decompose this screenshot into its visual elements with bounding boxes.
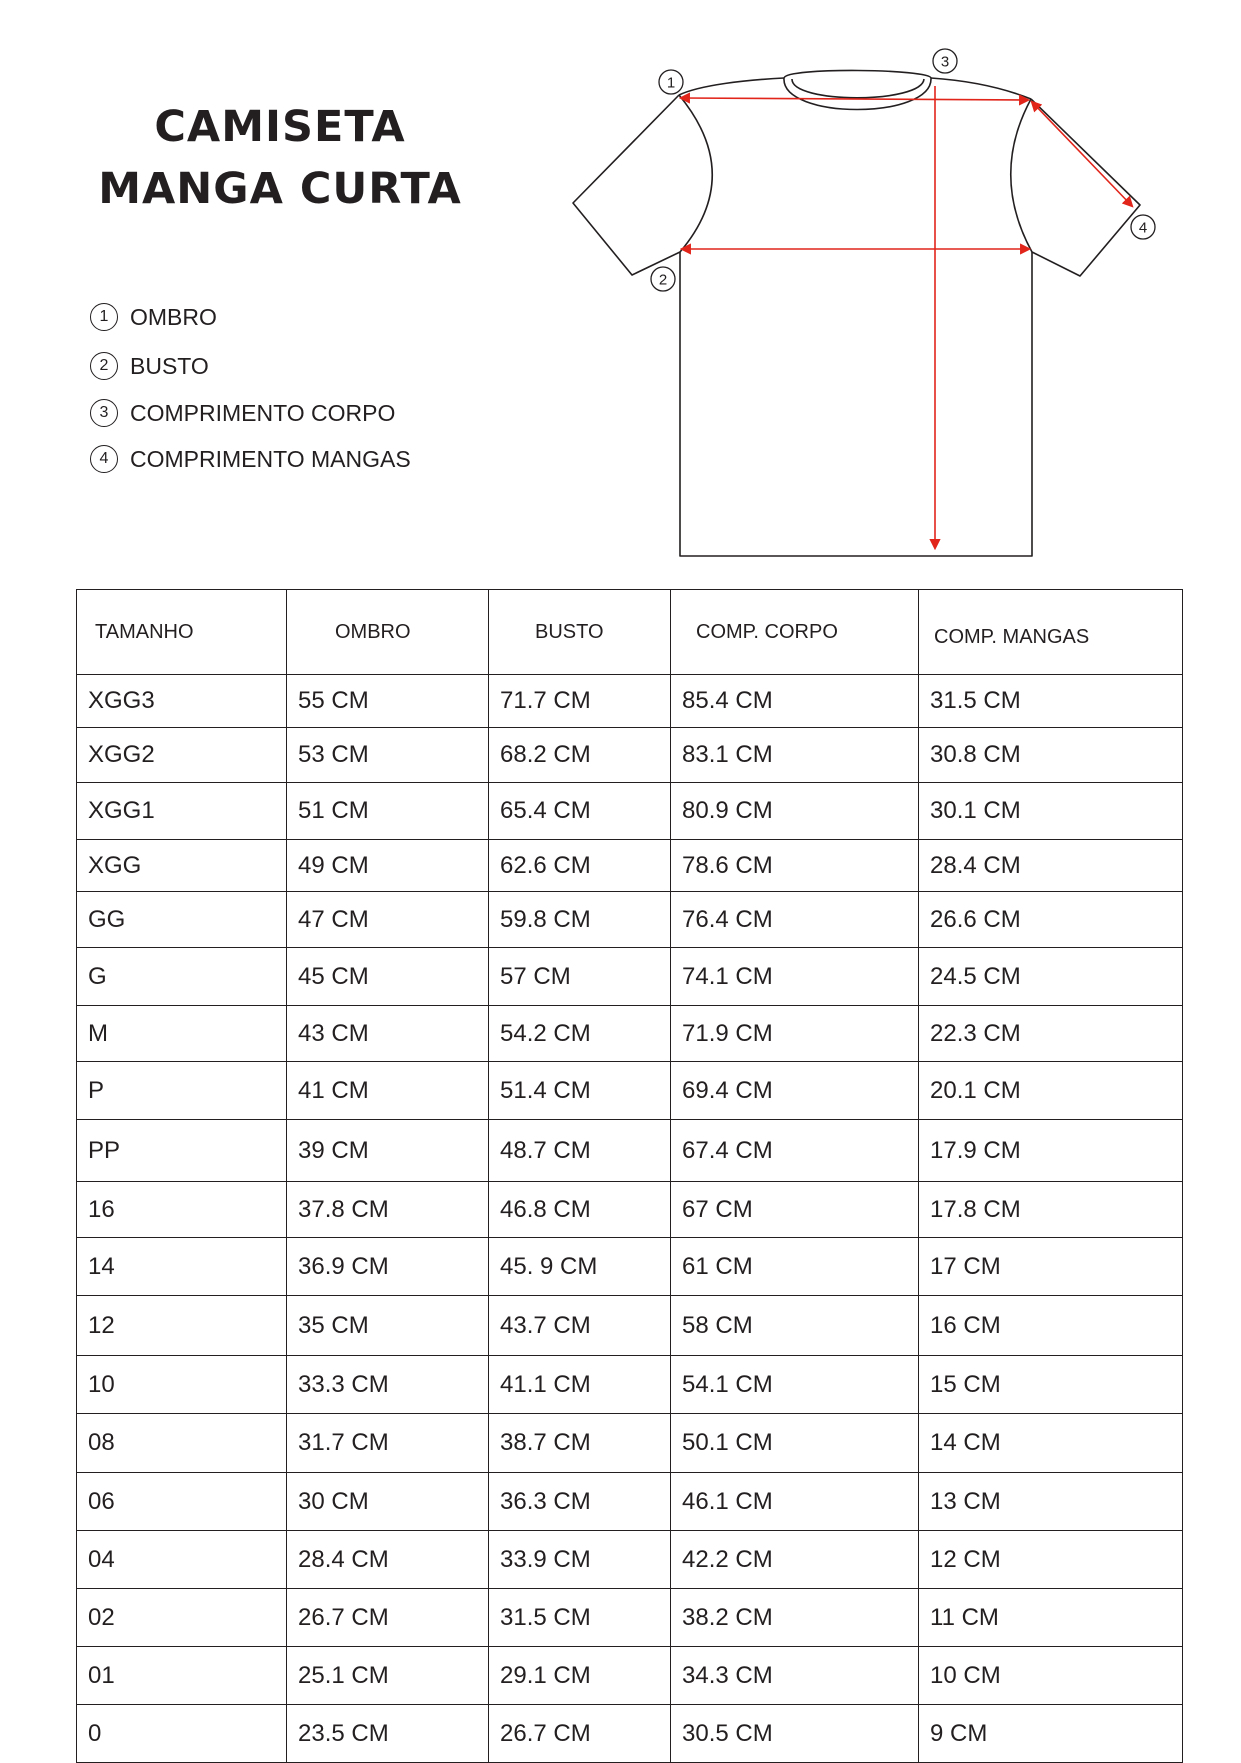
table-row <box>77 1120 1183 1182</box>
table-row <box>77 892 1183 948</box>
column-header-ombro: OMBRO <box>287 590 489 675</box>
table-header-row <box>77 590 1183 675</box>
cell-comp-corpo: 83.1 CM <box>671 728 919 783</box>
legend-label: BUSTO <box>130 352 209 379</box>
table-row <box>77 1589 1183 1647</box>
cell-tamanho: 01 <box>77 1647 287 1705</box>
cell-comp-mangas: 31.5 CM <box>919 675 1183 728</box>
cell-busto: 68.2 CM <box>489 728 671 783</box>
comprimento-mangas-measure-line <box>1032 102 1132 206</box>
cell-tamanho: 08 <box>77 1414 287 1473</box>
cell-comp-mangas: 9 CM <box>919 1705 1183 1763</box>
size-table-body <box>77 675 1183 1763</box>
cell-ombro: 45 CM <box>287 948 489 1006</box>
cell-ombro: 35 CM <box>287 1296 489 1356</box>
cell-comp-mangas: 10 CM <box>919 1647 1183 1705</box>
cell-comp-corpo: 69.4 CM <box>671 1062 919 1120</box>
cell-comp-corpo: 54.1 CM <box>671 1356 919 1414</box>
svg-text:4: 4 <box>1138 219 1148 237</box>
legend-label: COMPRIMENTO CORPO <box>130 399 396 426</box>
cell-comp-mangas: 20.1 CM <box>919 1062 1183 1120</box>
cell-tamanho: 16 <box>77 1182 287 1238</box>
cell-ombro: 30 CM <box>287 1473 489 1531</box>
cell-busto: 36.3 CM <box>489 1473 671 1531</box>
cell-comp-corpo: 80.9 CM <box>671 783 919 840</box>
legend-number-badge: 4 <box>90 445 118 473</box>
cell-busto: 57 CM <box>489 948 671 1006</box>
cell-comp-corpo: 61 CM <box>671 1238 919 1296</box>
callout-2 <box>651 267 675 291</box>
cell-ombro: 49 CM <box>287 840 489 892</box>
cell-comp-corpo: 76.4 CM <box>671 892 919 948</box>
cell-comp-mangas: 24.5 CM <box>919 948 1183 1006</box>
measurement-lines <box>681 86 1132 548</box>
cell-busto: 65.4 CM <box>489 783 671 840</box>
cell-tamanho: 10 <box>77 1356 287 1414</box>
title-line-2: MANGA CURTA <box>98 164 462 214</box>
cell-tamanho: 14 <box>77 1238 287 1296</box>
cell-busto: 41.1 CM <box>489 1356 671 1414</box>
cell-tamanho: 04 <box>77 1531 287 1589</box>
cell-ombro: 43 CM <box>287 1006 489 1062</box>
cell-busto: 26.7 CM <box>489 1705 671 1763</box>
cell-busto: 33.9 CM <box>489 1531 671 1589</box>
cell-ombro: 47 CM <box>287 892 489 948</box>
cell-comp-mangas: 30.8 CM <box>919 728 1183 783</box>
cell-busto: 59.8 CM <box>489 892 671 948</box>
tshirt-outline <box>573 70 1140 556</box>
table-row <box>77 783 1183 840</box>
table-row <box>77 1238 1183 1296</box>
cell-busto: 71.7 CM <box>489 675 671 728</box>
cell-comp-corpo: 67.4 CM <box>671 1120 919 1182</box>
cell-ombro: 55 CM <box>287 675 489 728</box>
legend-number-badge: 3 <box>90 399 118 427</box>
svg-text:3: 3 <box>940 53 950 71</box>
cell-busto: 62.6 CM <box>489 840 671 892</box>
cell-comp-mangas: 17.9 CM <box>919 1120 1183 1182</box>
cell-tamanho: GG <box>77 892 287 948</box>
cell-tamanho: 02 <box>77 1589 287 1647</box>
cell-comp-mangas: 15 CM <box>919 1356 1183 1414</box>
legend-number-badge: 2 <box>90 352 118 380</box>
cell-comp-corpo: 78.6 CM <box>671 840 919 892</box>
table-row <box>77 1356 1183 1414</box>
table-row <box>77 1647 1183 1705</box>
cell-comp-corpo: 34.3 CM <box>671 1647 919 1705</box>
cell-comp-mangas: 30.1 CM <box>919 783 1183 840</box>
cell-busto: 45. 9 CM <box>489 1238 671 1296</box>
svg-text:1: 1 <box>666 74 676 92</box>
cell-comp-mangas: 14 CM <box>919 1414 1183 1473</box>
legend-number-badge: 1 <box>90 303 118 331</box>
cell-tamanho: 12 <box>77 1296 287 1356</box>
callout-4 <box>1131 215 1155 239</box>
cell-tamanho: 0 <box>77 1705 287 1763</box>
cell-tamanho: P <box>77 1062 287 1120</box>
cell-tamanho: XGG1 <box>77 783 287 840</box>
table-row <box>77 840 1183 892</box>
cell-comp-mangas: 28.4 CM <box>919 840 1183 892</box>
cell-tamanho: XGG <box>77 840 287 892</box>
cell-tamanho: G <box>77 948 287 1006</box>
cell-busto: 48.7 CM <box>489 1120 671 1182</box>
cell-busto: 46.8 CM <box>489 1182 671 1238</box>
table-row <box>77 948 1183 1006</box>
table-row <box>77 1473 1183 1531</box>
cell-ombro: 41 CM <box>287 1062 489 1120</box>
cell-comp-corpo: 85.4 CM <box>671 675 919 728</box>
cell-ombro: 39 CM <box>287 1120 489 1182</box>
legend-label: OMBRO <box>130 303 217 330</box>
table-row <box>77 728 1183 783</box>
cell-comp-mangas: 12 CM <box>919 1531 1183 1589</box>
cell-busto: 51.4 CM <box>489 1062 671 1120</box>
cell-busto: 29.1 CM <box>489 1647 671 1705</box>
cell-comp-corpo: 58 CM <box>671 1296 919 1356</box>
cell-comp-mangas: 26.6 CM <box>919 892 1183 948</box>
cell-ombro: 31.7 CM <box>287 1414 489 1473</box>
svg-text:2: 2 <box>658 271 668 289</box>
cell-comp-mangas: 17 CM <box>919 1238 1183 1296</box>
cell-busto: 43.7 CM <box>489 1296 671 1356</box>
table-row <box>77 1062 1183 1120</box>
cell-comp-mangas: 22.3 CM <box>919 1006 1183 1062</box>
cell-ombro: 51 CM <box>287 783 489 840</box>
table-row <box>77 1531 1183 1589</box>
cell-comp-mangas: 17.8 CM <box>919 1182 1183 1238</box>
cell-ombro: 33.3 CM <box>287 1356 489 1414</box>
cell-comp-mangas: 13 CM <box>919 1473 1183 1531</box>
title-line-1: CAMISETA <box>154 102 406 152</box>
cell-tamanho: 06 <box>77 1473 287 1531</box>
column-header-comp-mangas: COMP. MANGAS <box>919 590 1183 675</box>
cell-comp-corpo: 38.2 CM <box>671 1589 919 1647</box>
tshirt-diagram <box>0 0 1241 580</box>
cell-comp-corpo: 30.5 CM <box>671 1705 919 1763</box>
table-row <box>77 1006 1183 1062</box>
cell-comp-corpo: 50.1 CM <box>671 1414 919 1473</box>
cell-comp-corpo: 67 CM <box>671 1182 919 1238</box>
legend-label: COMPRIMENTO MANGAS <box>130 445 411 472</box>
column-header-tamanho: TAMANHO <box>77 590 287 675</box>
cell-busto: 31.5 CM <box>489 1589 671 1647</box>
cell-ombro: 28.4 CM <box>287 1531 489 1589</box>
size-table <box>76 589 1183 1763</box>
column-header-busto: BUSTO <box>489 590 671 675</box>
cell-comp-corpo: 46.1 CM <box>671 1473 919 1531</box>
callout-1 <box>659 70 683 94</box>
cell-comp-corpo: 71.9 CM <box>671 1006 919 1062</box>
cell-tamanho: PP <box>77 1120 287 1182</box>
cell-comp-mangas: 11 CM <box>919 1589 1183 1647</box>
cell-ombro: 37.8 CM <box>287 1182 489 1238</box>
table-row <box>77 1414 1183 1473</box>
callout-3 <box>933 49 957 73</box>
cell-tamanho: M <box>77 1006 287 1062</box>
cell-busto: 38.7 CM <box>489 1414 671 1473</box>
cell-busto: 54.2 CM <box>489 1006 671 1062</box>
cell-tamanho: XGG3 <box>77 675 287 728</box>
cell-comp-corpo: 42.2 CM <box>671 1531 919 1589</box>
cell-ombro: 36.9 CM <box>287 1238 489 1296</box>
cell-ombro: 53 CM <box>287 728 489 783</box>
cell-tamanho: XGG2 <box>77 728 287 783</box>
table-row <box>77 675 1183 728</box>
cell-ombro: 26.7 CM <box>287 1589 489 1647</box>
cell-comp-corpo: 74.1 CM <box>671 948 919 1006</box>
column-header-comp-corpo: COMP. CORPO <box>671 590 919 675</box>
ombro-measure-line <box>681 98 1028 100</box>
table-row <box>77 1296 1183 1356</box>
cell-ombro: 25.1 CM <box>287 1647 489 1705</box>
table-row <box>77 1182 1183 1238</box>
cell-comp-mangas: 16 CM <box>919 1296 1183 1356</box>
cell-ombro: 23.5 CM <box>287 1705 489 1763</box>
